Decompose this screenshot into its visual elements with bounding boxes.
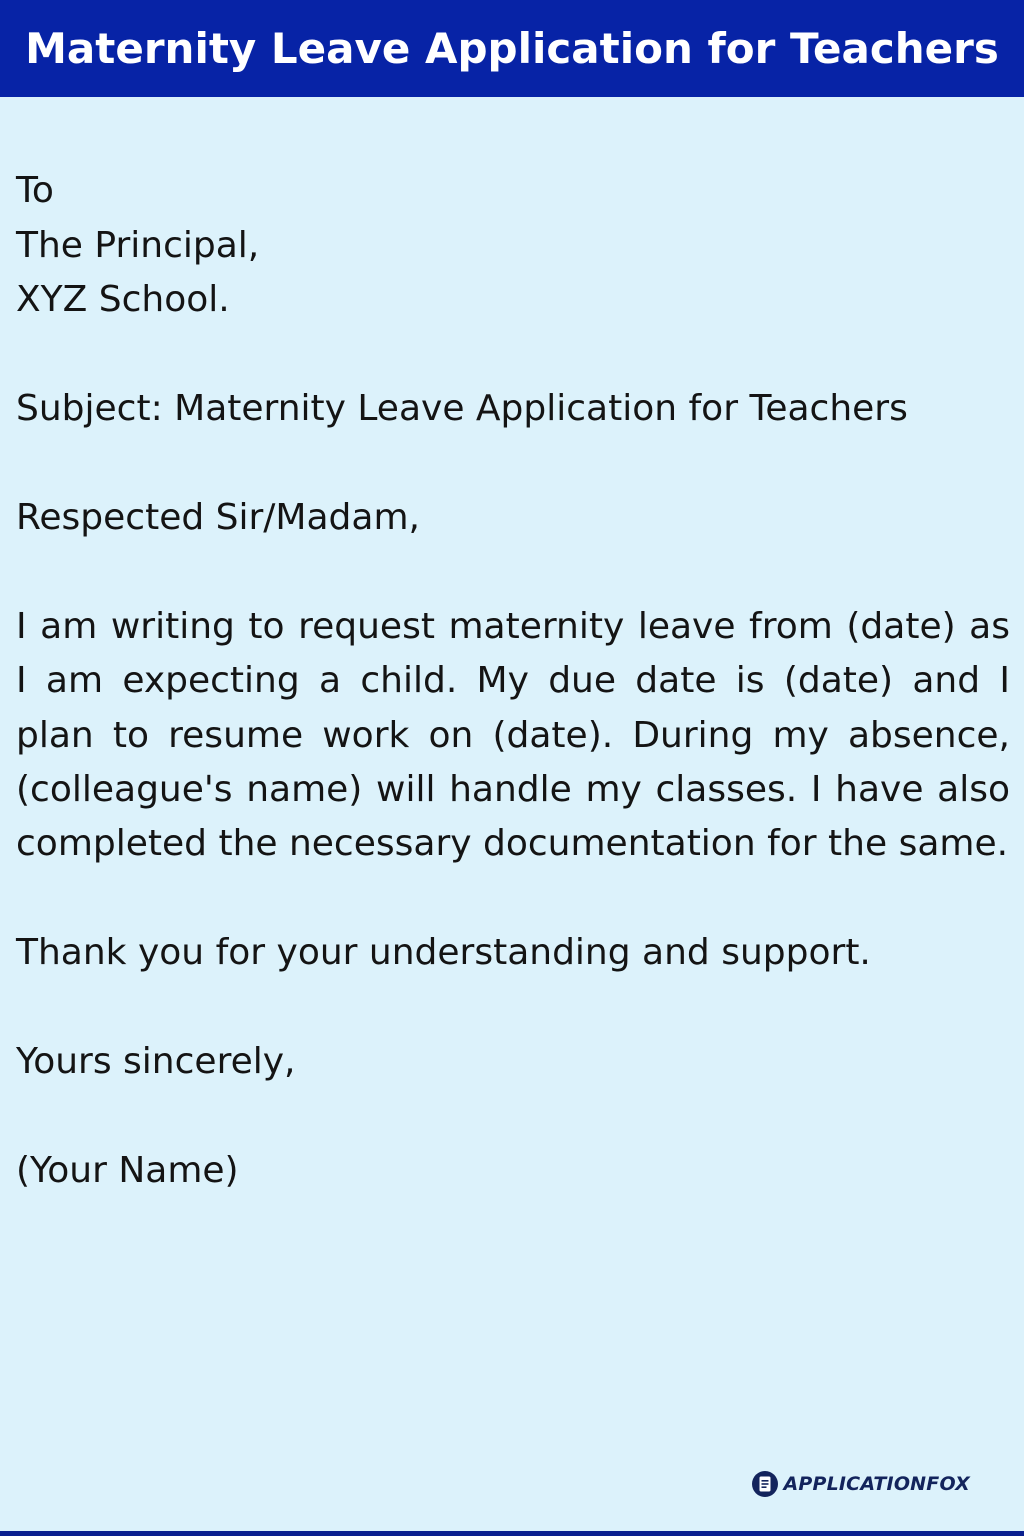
spacer (16, 980, 1010, 1035)
spacer (16, 871, 1010, 926)
letter-to: To (16, 170, 54, 211)
letter-subject: Subject: Maternity Leave Application for Teachers (16, 388, 908, 429)
spacer (16, 1089, 1010, 1144)
letter-body: I am writing to request maternity leave from (date) as I am expecting a child. My due date is (date) and I plan to resume work on (date). During my absence, (colleague's name) will handle my classes. I have also completed the necessary documentation for the same. (16, 606, 1010, 865)
brand-logo (751, 1470, 970, 1498)
footer-bar (0, 1531, 1024, 1536)
letter-recipient: The Principal, (16, 224, 260, 266)
document-icon (751, 1470, 779, 1498)
letter-content (16, 164, 1010, 1198)
letter-thanks: Thank you for your understanding and support. (16, 931, 871, 973)
spacer (16, 437, 1010, 492)
letter-signature: (Your Name) (16, 1149, 239, 1191)
header-banner (0, 0, 1024, 97)
letter-closing: Yours sincerely, (16, 1040, 296, 1082)
letter-salutation: Respected Sir/Madam, (16, 497, 420, 538)
page-title: Maternity Leave Application for Teachers (25, 24, 999, 73)
spacer (16, 546, 1010, 601)
letter-school: XYZ School. (16, 279, 230, 320)
brand-name: APPLICATIONFOX (783, 1473, 970, 1495)
spacer (16, 328, 1010, 383)
